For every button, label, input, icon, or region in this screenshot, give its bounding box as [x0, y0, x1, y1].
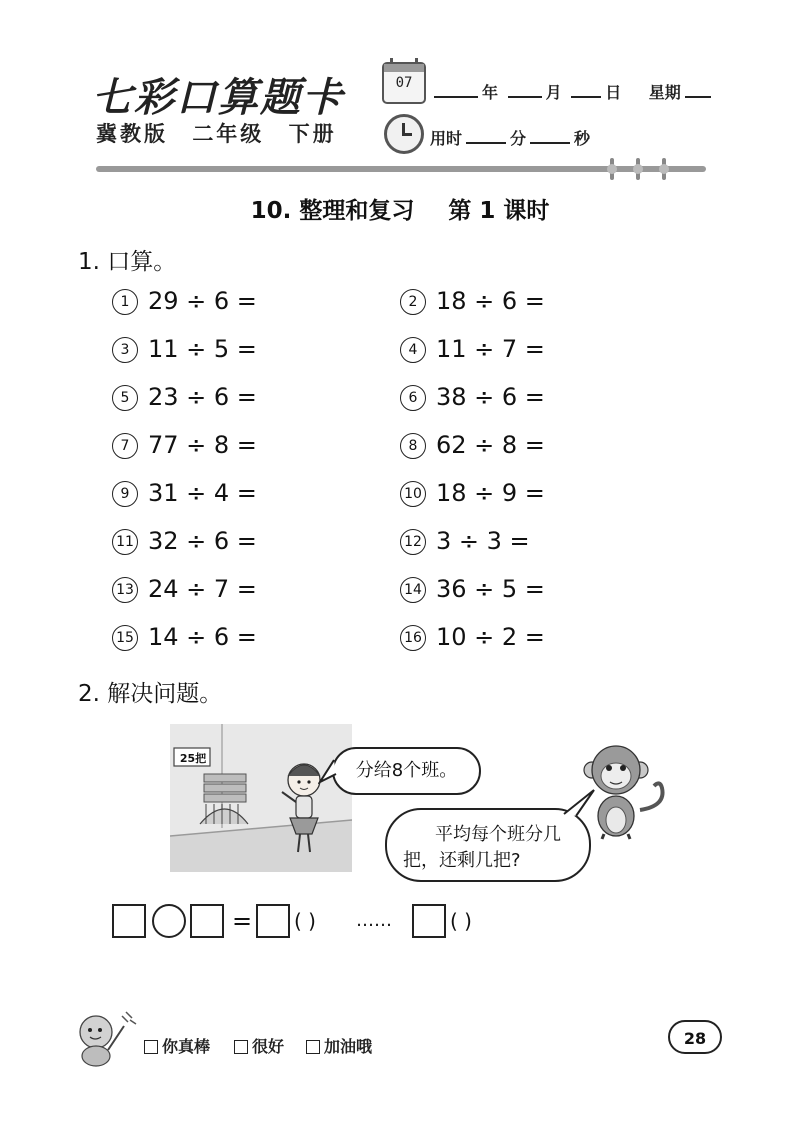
section-1-heading: 1. 口算。: [78, 249, 177, 275]
problem-item: 14 36 ÷ 5 =: [400, 575, 545, 603]
binder-pin-icon: [662, 158, 666, 180]
problem-item: 7 77 ÷ 8 =: [112, 431, 257, 459]
lesson-name: 10. 整理和复习: [250, 198, 415, 224]
problem-item: 16 10 ÷ 2 =: [400, 623, 545, 651]
rating-good[interactable]: 很好: [234, 1034, 284, 1057]
brand-title: 七彩口算题卡: [92, 74, 344, 121]
year-blank[interactable]: [434, 82, 478, 98]
problem-item: 9 31 ÷ 4 =: [112, 479, 257, 507]
problem-item: 4 11 ÷ 7 =: [400, 335, 545, 363]
problem-item: 8 62 ÷ 8 =: [400, 431, 545, 459]
weekday-label: 星期: [648, 83, 681, 102]
minutes-label: 分: [510, 129, 527, 148]
girl-speech-bubble: 分给8个班。: [332, 747, 481, 795]
rating-checkbox[interactable]: [144, 1040, 158, 1054]
calendar-day: 07: [395, 75, 413, 91]
speech-tail-icon: [318, 752, 348, 792]
weekday-blank[interactable]: [685, 82, 711, 98]
date-fill-line: [430, 80, 715, 103]
problem-item: 15 14 ÷ 6 =: [112, 623, 257, 651]
edition-label: 冀教版: [96, 122, 168, 146]
grade-label: 二年级: [192, 122, 265, 146]
remainder-box[interactable]: [412, 904, 446, 938]
problem-item: 1 29 ÷ 6 =: [112, 287, 257, 315]
day-blank[interactable]: [571, 82, 601, 98]
quotient-unit-paren[interactable]: ( ): [294, 909, 316, 933]
equals-sign: =: [232, 907, 253, 935]
seconds-label: 秒: [574, 129, 591, 148]
rating-keep-trying[interactable]: 加油哦: [306, 1034, 372, 1057]
chair-stack-icon: [200, 774, 248, 824]
remainder-ellipsis: ……: [356, 910, 392, 931]
monkey-speech-line-1: 平均每个班分几: [435, 824, 561, 845]
month-label: 月: [545, 83, 562, 102]
day-label: 日: [605, 83, 622, 102]
operand-2-box[interactable]: [190, 904, 224, 938]
book-edition: [96, 118, 351, 148]
operand-1-box[interactable]: [112, 904, 146, 938]
quotient-box[interactable]: [256, 904, 290, 938]
remainder-unit-paren[interactable]: ( ): [450, 909, 472, 933]
month-blank[interactable]: [508, 82, 542, 98]
section-2-heading: 2. 解决问题。: [78, 681, 223, 707]
clock-icon: [384, 114, 424, 154]
problem-item: 6 38 ÷ 6 =: [400, 383, 545, 411]
chair-stack-scene: [170, 724, 352, 872]
rating-excellent[interactable]: 你真棒: [144, 1034, 210, 1057]
calendar-icon: [382, 62, 426, 104]
operator-circle[interactable]: [152, 904, 186, 938]
time-used-label: 用时: [430, 129, 463, 148]
lesson-title: [0, 192, 800, 225]
rating-checkbox[interactable]: [234, 1040, 248, 1054]
binder-pin-icon: [636, 158, 640, 180]
mascot-cheer-icon: [70, 1006, 138, 1068]
page-number: 28: [668, 1020, 722, 1054]
problem-item: 5 23 ÷ 6 =: [112, 383, 257, 411]
time-fill-line: [430, 126, 590, 149]
classroom-illustration: [170, 724, 352, 872]
rating-checkbox[interactable]: [306, 1040, 320, 1054]
problem-item: 3 11 ÷ 5 =: [112, 335, 257, 363]
monkey-speech-line-2: 把，还剩几把?: [403, 850, 521, 871]
problem-item: 2 18 ÷ 6 =: [400, 287, 545, 315]
binder-pin-icon: [610, 158, 614, 180]
speech-tail-icon: [560, 786, 600, 820]
chairs-count-label: 25把: [179, 752, 207, 765]
problem-item: 12 3 ÷ 3 =: [400, 527, 530, 555]
year-label: 年: [482, 83, 499, 102]
volume-label: 下册: [288, 122, 337, 146]
lesson-period: 第 1 课时: [448, 198, 550, 224]
minutes-blank[interactable]: [466, 128, 506, 144]
seconds-blank[interactable]: [530, 128, 570, 144]
problem-item: 13 24 ÷ 7 =: [112, 575, 257, 603]
problem-item: 10 18 ÷ 9 =: [400, 479, 545, 507]
problem-item: 11 32 ÷ 6 =: [112, 527, 257, 555]
